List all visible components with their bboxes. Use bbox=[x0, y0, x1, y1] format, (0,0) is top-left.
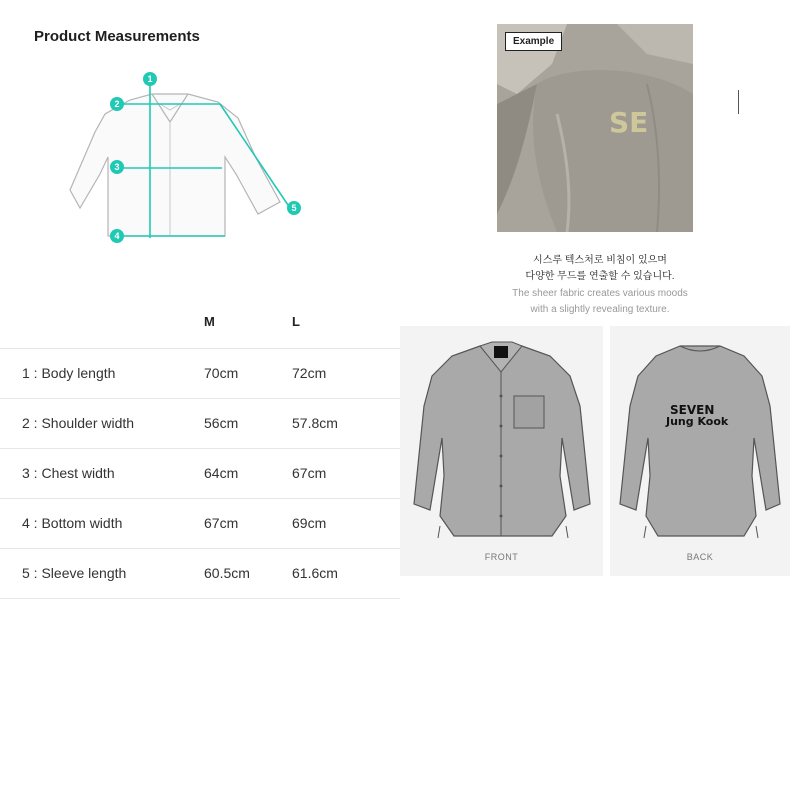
marker-2-icon: 2 bbox=[110, 97, 124, 111]
shirt-front-illustration bbox=[400, 326, 603, 576]
marker-5-icon: 5 bbox=[287, 201, 301, 215]
header-size-m: M bbox=[204, 314, 215, 329]
header-size-l: L bbox=[292, 314, 300, 329]
measurement-diagram bbox=[60, 62, 310, 252]
text-cursor bbox=[738, 90, 739, 114]
korean-description-line-2: 다양한 무드를 연출할 수 있습니다. bbox=[525, 271, 675, 282]
front-view-panel bbox=[400, 326, 603, 576]
row-value-l: 57.8cm bbox=[292, 415, 338, 431]
row-value-m: 70cm bbox=[204, 365, 239, 381]
table-header bbox=[0, 300, 400, 349]
row-label: 5 : Sleeve length bbox=[22, 565, 127, 581]
marker-4-icon: 4 bbox=[110, 229, 124, 243]
row-label: 2 : Shoulder width bbox=[22, 415, 135, 431]
page-title: Product Measurements bbox=[34, 28, 200, 45]
row-value-m: 64cm bbox=[204, 465, 239, 481]
back-view-panel bbox=[610, 326, 790, 576]
table-row bbox=[0, 449, 400, 499]
row-value-l: 61.6cm bbox=[292, 565, 338, 581]
back-print-line-2: Jung Kook bbox=[666, 415, 729, 428]
row-value-m: 56cm bbox=[204, 415, 239, 431]
back-caption: BACK bbox=[686, 552, 714, 562]
english-description-line-1: The sheer fabric creates various moods bbox=[512, 288, 688, 299]
back-print-line-1: SEVEN bbox=[670, 403, 715, 417]
english-description-line-2: with a slightly revealing texture. bbox=[530, 304, 670, 315]
korean-description-line-1: 시스루 텍스처로 비침이 있으며 bbox=[533, 255, 667, 266]
size-table bbox=[0, 300, 400, 599]
shirt-outline-icon bbox=[60, 62, 310, 252]
front-caption: FRONT bbox=[484, 552, 519, 562]
photo-print-text: SE bbox=[609, 106, 649, 139]
example-badge: Example bbox=[505, 32, 562, 51]
row-label: 1 : Body length bbox=[22, 365, 116, 381]
row-label: 4 : Bottom width bbox=[22, 515, 123, 531]
row-value-m: 60.5cm bbox=[204, 565, 250, 581]
shirt-photo-image bbox=[497, 24, 693, 232]
table-row bbox=[0, 499, 400, 549]
example-photo bbox=[497, 24, 693, 232]
shirt-back-illustration bbox=[610, 326, 790, 576]
marker-1-icon: 1 bbox=[143, 72, 157, 86]
row-value-l: 69cm bbox=[292, 515, 327, 531]
row-value-m: 67cm bbox=[204, 515, 239, 531]
table-row bbox=[0, 349, 400, 399]
row-value-l: 72cm bbox=[292, 365, 327, 381]
row-value-l: 67cm bbox=[292, 465, 327, 481]
marker-3-icon: 3 bbox=[110, 160, 124, 174]
row-label: 3 : Chest width bbox=[22, 465, 115, 481]
table-row bbox=[0, 549, 400, 599]
table-row bbox=[0, 399, 400, 449]
